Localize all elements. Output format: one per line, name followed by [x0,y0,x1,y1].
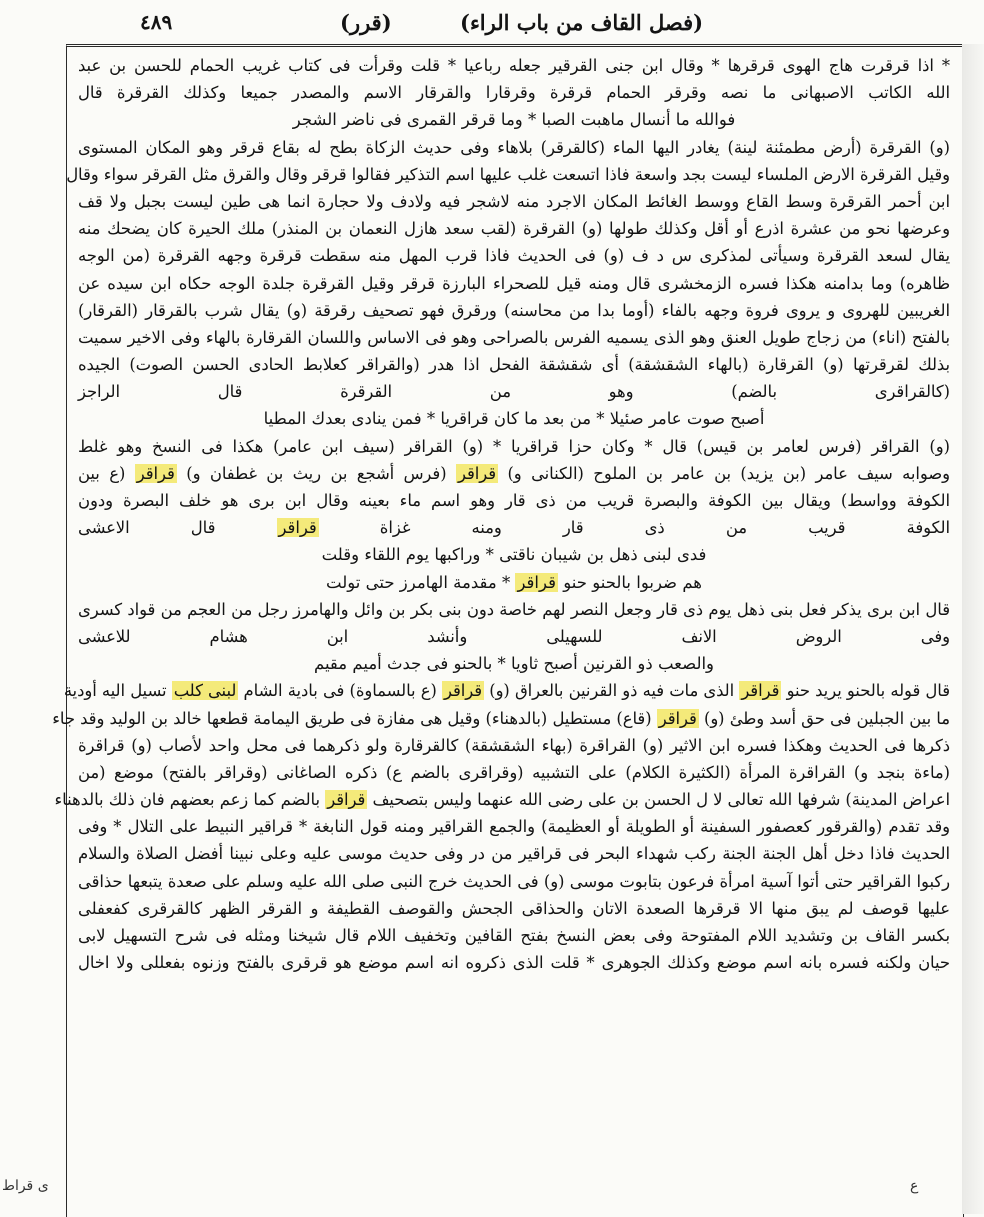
verse-line [78,405,950,432]
highlighted-term: قراقر [457,463,497,483]
text-line [78,270,950,297]
text-line [78,324,950,351]
root-label: (قرر) [340,10,392,35]
running-header [40,4,970,42]
text-line [78,378,950,405]
text-segment: (ع بالسماوة) فى بادية الشام [238,681,442,701]
highlighted-term: قراقر [658,708,697,728]
text-line [78,52,950,79]
body-text [52,52,950,976]
text-segment: (فرس أشجع بن ريث بن غطفان و) [176,463,456,483]
text-line [63,677,950,704]
text-line [78,868,950,895]
text-segment: ابن أحمر القرقرة وسط القاع ووسط الغائط المكان الاجرد منه لاشجر فيه ولادف ولا حجارة انما هى طين ليست بجبل ولا قف [78,191,950,211]
text-segment: وقيل القرقرة الارض الملساء ليست بجد واسعة فاذا اتسعت غلب عليها اسم التذكير فقالوا قرقر وقال والقرق مثل القرقر سواء وقال [66,164,950,184]
text-line [52,705,950,732]
text-segment: ظاهره) وما بدامنه هكذا فسره الزمخشرى قال ومنه قيل للصحراء البارزة قرقر وقيل القرقرة جلدة الوجه حكاه ابن سيده عن [78,273,950,293]
text-line [78,596,950,623]
highlighted-term: قراقر [278,518,317,538]
text-segment: فوالله ما أنسال ماهبت الصبا * وما قرقر القمرى فى ناضر الشجر [292,110,736,130]
highlighted-term: قراقر [136,463,175,483]
text-segment: والصعب ذو القرنين أصبح ثاويا * بالحنو فى جدث أميم مقيم [313,654,715,674]
text-segment: (و) القرقرة (أرض مطمئنة لينة) يغادر اليها الماء (كالقرقر) بلاهاء وفى حديث الزكاة بطح له بقاع قرقر وهو المكان المستوى [78,137,950,157]
text-line [78,460,950,487]
text-line [78,487,950,514]
page-number: ٤٨٩ [140,10,173,34]
text-segment: وعرضها نحو من عشرة اذرع أو أقل وكذلك طولها (و) القرقرة (لقب سعد هازل النعمان بن المنذر) ملك الحيرة كان يضحك منه [78,219,950,239]
text-line [78,351,950,378]
text-segment: اعراض المدينة) شرفها الله تعالى لا ل الحسن بن على رضى الله عنهما وليس بتصحيف [367,790,950,810]
text-segment: * مقدمة الهامرز حتى تولت [326,572,516,592]
text-segment: الذى مات فيه ذو القرنين بالعراق (و) [484,681,740,701]
text-segment: الكوفة وواسط) ويقال بين الكوفة والبصرة قريب من ذى قار وهو اسم ماء بعينه وقال ابن برى هو خلف البصرة ودون [78,491,950,510]
text-segment: وفى الروض الانف للسهيلى وأنشد ابن هشام للاعشى [78,626,950,646]
text-segment: حيان ولكنه فسره بانه اسم موضع وكذلك الجوهرى * قلت الذى ذكروه انه اسم موضع هو قرقرى بالفتح وزنوه بفعللى ولا اخال [78,953,950,973]
text-segment: الحديث فاذا دخل أهل الجنة الجنة ركب شهداء البحر فى قراقير من در وفى حديث موسى عليه وعلى نبينا أفضل الصلاة والسلام [78,844,950,864]
verse-line [78,569,950,596]
text-segment: قال قوله بالحنو يريد حنو [781,681,950,701]
text-line [78,188,950,215]
text-line [66,161,950,188]
text-segment: (كالقراقرى بالضم) وهو من القرقرة قال الراجز [78,382,950,402]
text-segment: بالفتح (اناء) من زجاج طويل العنق وهو الذى يسميه الفرس بالصراحى وهو فى الاساس واللسان القرقارة بالهاء وفى الاخير سميت [78,327,950,347]
chapter-title: (فصل القاف من باب الراء) [460,10,704,35]
verse-line [78,106,950,133]
text-segment: بذلك لقرقرتها (و) القرقارة (بالهاء الشقشقة) أى شقشقة الفحل اذا هدر (والقراقر كعلابط الحادى الحسن الصوت) الجيده [78,355,950,375]
text-segment: الله الكاتب الاصبهانى ما نصه وقرقر الحمام قرقرة وقرقارا والقرقار الاسم والمصدر جميعا وكذلك القرقرة قال [78,83,950,103]
text-line [78,134,950,161]
text-line [78,949,950,976]
highlighted-term: قراقر [741,681,780,701]
text-line [78,759,950,786]
text-line [78,732,950,759]
text-segment: قال ابن برى يذكر فعل بنى ذهل يوم ذى قار وجعل النصر لهم خاصة دون بنى بكر بن وائل والهامرز رجل من العجم من قواد كسرى [78,599,950,619]
text-segment: يقال لسعد القرقرة وسيأتى لمذكرى س د ف (و) فى الحديث فاذا قرب المهل منه سقطت قرقرة وجهه القرقرة (من الوجه [78,246,950,266]
text-segment: (و) القراقر (فرس لعامر بن قيس) قال * وكان حزا قراقريا * (و) القراقر (سيف ابن عامر) هكذا فى النسخ وهو غلط [78,436,950,456]
highlighted-term: قراقر [443,681,483,701]
text-line [78,514,950,541]
text-line [78,813,950,840]
page-edge-shadow [962,44,984,1214]
margin-note-left: ى قراط [2,1178,49,1194]
text-segment: الغريبين للهروى و يروى فروة وجهه بالفاء (أوما بدا من محاسنه) ورقرق فهو تصحيف رقرقة (و) يقال شرب بالقرقار (القرقار) [78,300,950,320]
text-segment: تسيل اليه أودية [63,681,172,701]
text-line [78,623,950,650]
text-segment: (قاع) مستطيل (بالدهناء) وقيل هى مفازة فى طريق اليمامة قطعها خالد بن الوليد وقد جاء [52,708,657,728]
text-segment: عليها قوصف لم يبق منها الا قرقرها الصعدة الاتان والحذاقى الجحش والقوصف القطيفة و القرقر الظهر كالقرقرى كفعفلى [78,898,950,918]
text-line [78,840,950,867]
text-line [78,895,950,922]
highlighted-term: قراقر [327,790,366,810]
text-segment: قال الاعشى [78,518,277,538]
verse-line [78,650,950,677]
verse-line [78,541,950,568]
text-segment: * اذا قرقرت هاج الهوى قرقرها * وقال ابن جنى القرقير جعله رباعيا * قلت وقرأت فى كتاب غريب الحمام للحسن بن عبد [78,56,950,75]
text-line [78,922,950,949]
text-segment: ما بين الجبلين فى حق أسد وطئ (و) [698,708,950,728]
text-segment: (ماءة بنجد و) القراقرة المرأة (الكثيرة الكلام) على التشبيه (وقراقرى بالضم ع) ذكره الصاغانى (وقراقر بالفتح) موضع (من [78,762,950,782]
text-segment: بالضم كما زعم بعضهم فان ذلك بالدهناء [54,790,326,810]
text-line [78,215,950,242]
highlighted-term: قراقر [517,572,557,592]
text-segment: وقد تقدم (والقرقور كعصفور السفينة أو الطويلة أو العظيمة) والجمع القراقير ومنه قول النابغة * قراقير النبيط على التلال * وفى [78,817,950,837]
text-line [78,433,950,460]
text-segment: بكسر القاف بن وتشديد اللام المفتوحة وفى بعض النسخ بفتح القافين وتخفيف اللام قال شيخنا ومثله فى شرح التسهيل لابى [78,926,950,945]
text-segment: ركبوا القراقير حتى أتوا آسية امرأة فرعون بتابوت موسى (و) فى الحديث خرج النبى صلى الله عليه وسلم على صعدة يتبعها حذاقى [78,871,950,891]
text-segment: (ع بين [78,463,135,483]
text-segment: الكوفة قريب من ذى قار ومنه غزاة [318,518,950,538]
text-segment: هم ضربوا بالحنو حنو [558,572,702,592]
text-line [78,242,950,269]
margin-note-right: ع [910,1178,919,1194]
text-segment: وصوابه سيف عامر (بن يزيد) بن عامر بن الملوح (الكنانى و) [498,463,950,483]
text-line [54,786,950,813]
text-segment: ذكرها فى الحديث وهكذا فسره ابن الاثير (و) القراقرة (بهاء الشقشقة) كالقرقارة ولو ذكرهما فى محل واحد لأصاب (و) قراقرة [78,735,950,755]
text-line [78,79,950,106]
text-segment: أصبح صوت عامر صئيلا * من بعد ما كان قراقريا * فمن ينادى بعدك المطيا [263,409,765,429]
highlighted-term: لبنى كلب [173,681,237,701]
text-line [78,297,950,324]
text-segment: فدى لبنى ذهل بن شيبان ناقتى * وراكبها يوم اللقاء وقلت [321,545,707,565]
